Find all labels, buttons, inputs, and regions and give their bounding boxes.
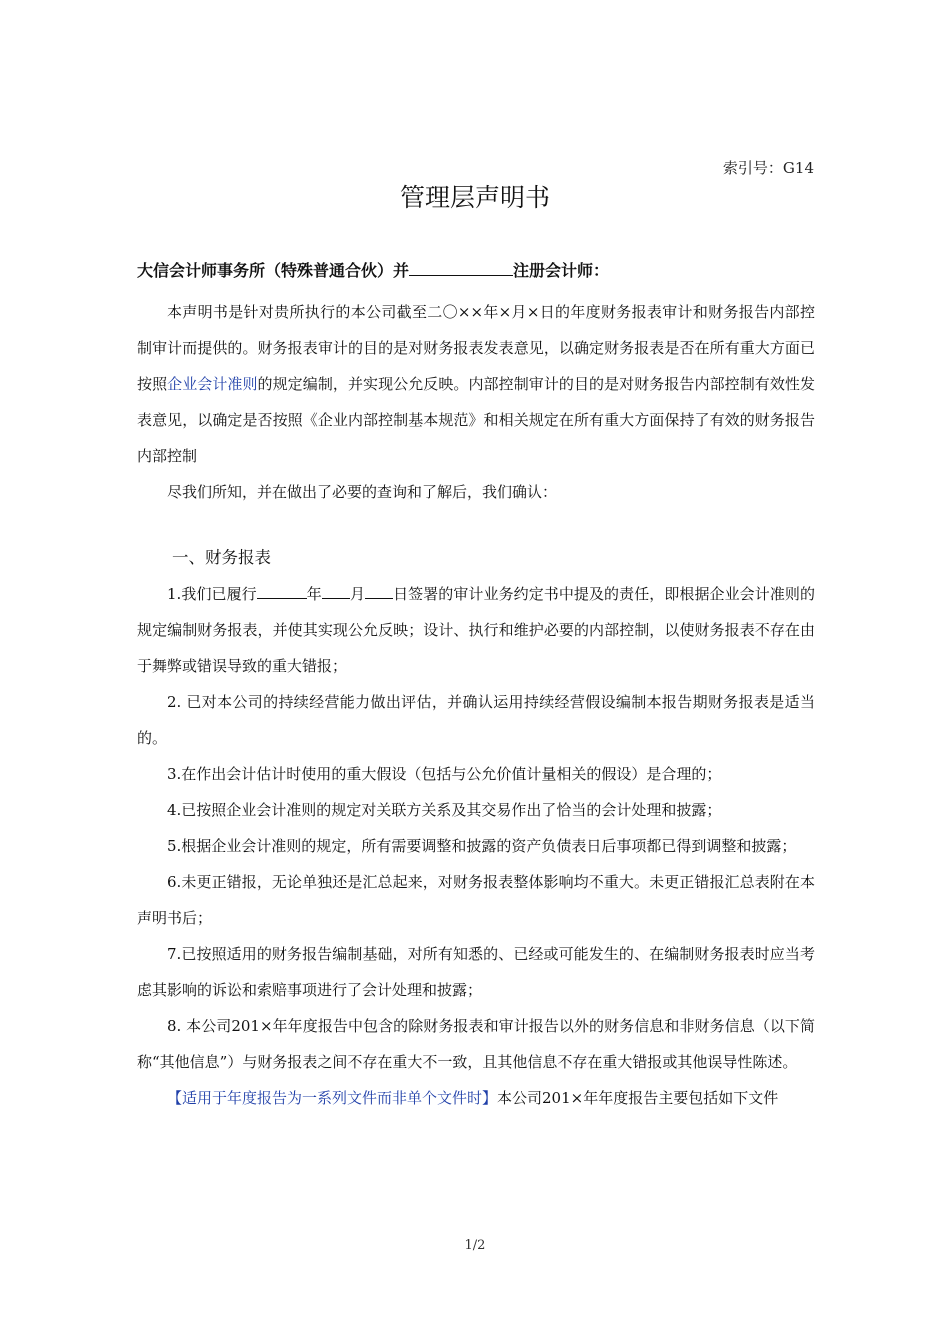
confirmation-paragraph: 尽我们所知，并在做出了必要的查询和了解后，我们确认： [167,483,558,501]
name-blank[interactable] [409,261,513,276]
salutation-suffix: 注册会计师： [513,261,610,280]
index-number: 索引号：G14 [722,159,814,177]
salutation [137,258,609,281]
intro-paragraph: 本声明书是针对贵所执行的本公司截至二〇××年×月×日的年度财务报表审计和财务报告内部控制审计而提供的。财务报表审计的目的是对财务报表发表意见，以确定财务报表是否在所有重大方面已按照企业会计准则的规定编制，并实现公允反映。内部控制审计的目的是对财务报告内部控制有效性发表意见，以确定是否按照《企业内部控制基本规范》和相关规定在所有重大方面保持了有效的财务报告内部控制 [137,303,815,465]
page-number: 1/2 [464,1238,486,1253]
list-item: 2. 已对本公司的持续经营能力做出评估，并确认运用持续经营假设编制本报告期财务报表是适当的。 [137,693,815,747]
month-blank[interactable] [322,584,350,599]
day-blank[interactable] [365,584,393,599]
annual-report-note: 【适用于年度报告为一系列文件而非单个文件时】本公司201×年年度报告主要包括如下文件 [167,1089,779,1107]
list-item: 5.根据企业会计准则的规定，所有需要调整和披露的资产负债表日后事项都已得到调整和披露； [167,837,797,855]
accounting-standards-link[interactable]: 企业会计准则 [167,375,258,393]
list-item: 4.已按照企业会计准则的规定对关联方关系及其交易作出了恰当的会计处理和披露； [167,801,722,819]
items-block [137,576,815,1116]
list-item: 3.在作出会计估计时使用的重大假设（包括与公允价值计量相关的假设）是合理的； [167,765,722,783]
applicability-note-link[interactable]: 【适用于年度报告为一系列文件而非单个文件时】 [167,1089,498,1107]
page-title: 管理层声明书 [399,183,550,212]
list-item: 1.我们已履行 年 月 日签署的审计业务约定书中提及的责任，即根据企业会计准则的规定编制财务报表，并使其实现公允反映；设计、执行和维护必要的内部控制，以使财务报表不存在由于舞弊或错误导致的重大错报； [137,585,815,675]
list-item: 8. 本公司201×年年度报告中包含的除财务报表和审计报告以外的财务信息和非财务信息（以下简称“其他信息”）与财务报表之间不存在重大不一致，且其他信息不存在重大错报或其他误导性陈述。 [137,1017,815,1071]
list-item: 6.未更正错报，无论单独还是汇总起来，对财务报表整体影响均不重大。未更正错报汇总表附在本声明书后； [137,873,815,927]
year-blank[interactable] [257,584,307,599]
section-heading: 一、财务报表 [172,548,271,567]
intro-block [137,294,815,510]
list-item: 7.已按照适用的财务报告编制基础，对所有知悉的、已经或可能发生的、在编制财务报表时应当考虑其影响的诉讼和索赔事项进行了会计处理和披露； [137,945,815,999]
salutation-prefix: 大信会计师事务所（特殊普通合伙）并 [137,261,410,280]
